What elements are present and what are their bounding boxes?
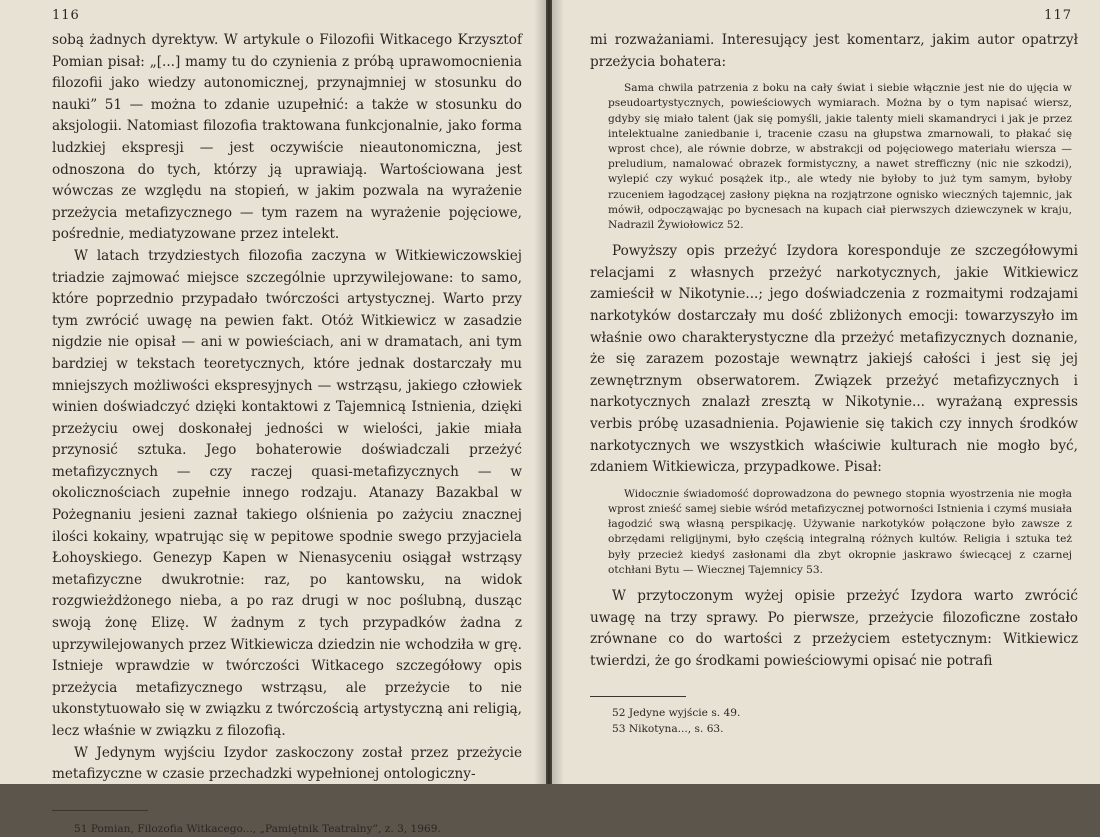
left-page — [0, 0, 546, 835]
footnotes — [590, 705, 1078, 737]
paragraph: mi rozważaniami. Interesujący jest komentarz, jakim autor opatrzył przeżycia bohatera: — [590, 32, 1078, 70]
paragraph: W latach trzydziestych filozofia zaczyna w Witkiewiczowskiej triadzie zajmować miejsce szczególnie uprzywilejowane: to samo, które poprzednio przypadało twórczości artystycznej. Warto przy tym zwrócić uwagę na pewien fakt. Otóż Witkiewicz w zasadzie nigdzie nie opisał — ani w powieściach, ani w dramatach, ani tym bardziej w tekstach teoretycznych, które jednak dostarczały mu mniejszych możliwości ekspresyjnych — wstrząsu, jakiego człowiek winien doświadczyć dzięki kontaktowi z Tajemnicą Istnienia, dzięki przeżyciu owej doskonałej jedności w wielości, jakie miała przynosić sztuka. Jego bohaterowie doświadczali przeżyć metafizycznych — czy raczej quasi-metafizycznych — w okolicznościach zupełnie innego rodzaju. Atanazy Bazakbal w Pożegnaniu jesieni zaznał takiego olśnienia po zażyciu znacznej ilości kokainy, wpatrując się w pepitowe spodnie swego przyjaciela Łohoyskiego. Genezyp Kapen w Nienasyceniu osiągał wstrząsy metafizyczne dwukrotnie: raz, po kantowsku, na widok rozgwieżdżonego nieba, a po raz drugi w noc poślubną, dusząc swoją żonę Elizę. W żadnym z tych przypadków żadna z uprzywilejowanych przez Witkiewicza dziedzin nie wchodziła w grę. Istnieje wprawdzie w twórczości Witkacego szczegółowy opis przeżycia metafizycznego wstrząsu, ale przeżycie to nie ukonstytuowało się w związku z twórczością artystyczną ani religią, lecz właśnie w związku z filozofią. — [52, 247, 522, 739]
block-quote — [608, 81, 1072, 233]
block-quote — [608, 487, 1072, 578]
footnote-52: 52 Jedyne wyjście s. 49. — [612, 707, 741, 720]
footnote-rule — [52, 810, 148, 811]
paragraph: sobą żadnych dyrektyw. W artykule o Filozofii Witkacego Krzysztof Pomian pisał: „[...] mamy tu do czynienia z próbą uprawomocnienia filozofii jako wiedzy autonomicznej, przynajmniej w stosunku do nauki” 51 — można to zdanie uzupełnić: a także w stosunku do aksjologii. Natomiast filozofia traktowana funkcjonalnie, jako forma ludzkiej ekspresji — jest oczywiście nieautonomiczna, jest odnoszona do tych, którzy ją uprawiają. Wartościowana jest wówczas ze względu na stopień, w jakim pozwala na wyrażenie przeżycia metafizycznego — tym razem na wyrażenie pojęciowe, pośrednie, mediatyzowane przez intelekt. — [52, 32, 522, 243]
footnote-51: 51 Pomian, Filozofia Witkacego..., „Pamiętnik Teatralny”, z. 3, 1969. — [74, 822, 441, 835]
right-page — [552, 0, 1100, 784]
quote-text: Widocznie świadomość doprowadzona do pewnego stopnia wyostrzenia nie mogła wprost znieść samej siebie wśród metafizycznej potworności Istnienia i czymś musiała łagodzić swą własną perspikację. Używanie narkotyków połączone było zawsze z obrzędami religijnymi, było częścią integralną różnych kultów. Religia i sztuka też były przecież kiedyś zasłonami dla zbyt okropnie jaskrawo świecącej z czarnej otchłani Bytu — Wiecznej Tajemnicy 53. — [608, 487, 1073, 576]
paragraph: W Jedynym wyjściu Izydor zaskoczony został przez przeżycie metafizyczne w czasie przechadzki wypełnionej ontologiczny- — [52, 744, 522, 783]
page-body — [590, 30, 1078, 672]
paragraph: Powyższy opis przeżyć Izydora koresponduje ze szczegółowymi relacjami z własnych przeżyć narkotycznych, jakie Witkiewicz zamieścił w Nikotynie...; jego doświadczenia z rozmaitymi rodzajami narkotyków dostarczały mu dość zbliżonych emocji: towarzyszyło im właśnie owo charakterystyczne dla przeżyć metafizycznych doznanie, że się zarazem pozostaje wewnątrz jakiejś całości i jest się jej zewnętrznym obserwatorem. Związek przeżyć metafizycznych i narkotycznych znalazł zresztą w Nikotynie... wyrażaną expressis verbis próbę uzasadnienia. Pojawienie się takich czy innych środków narkotycznych we wszystkich właściwie kulturach nie mogło być, zdaniem Witkiewicza, przypadkowe. Pisał: — [590, 243, 1078, 476]
footnote-rule — [590, 696, 686, 697]
footnote — [52, 821, 522, 837]
footnote-53: 53 Nikotyna..., s. 63. — [612, 723, 724, 736]
paragraph: W przytoczonym wyżej opisie przeżyć Izydora warto zwrócić uwagę na trzy sprawy. Po pierwsze, przeżycie filozoficzne zostało zrównane co do wartości z przeżyciem estetycznym: Witkiewicz twierdzi, że go środkami powieściowymi opisać nie potrafi — [590, 587, 1078, 669]
page-body — [52, 30, 522, 786]
quote-text: Sama chwila patrzenia z boku na cały świat i siebie włącznie jest nie do ujęcia w pseudoartystycznych, powieściowych wymiarach. Można by o tym napisać wiersz, gdyby się miało talent (jak się pomyśli, jakie talenty mieli skamandryci i jak je przez intelektualne zaniedbanie i, tracenie czasu na głupstwa zmarnowali, to płakać się wprost chce), ale równie dobrze, w abstrakcji od pojęciowego materiału wiersza — preludium, namalować obrazek formistyczny, a nawet strefficzny (nic nie szkodzi), wylepić czy wykuć posążek itp., ale wtedy nie byłoby to już tym samym, byłoby rzuceniem łagodzącej zasłony piękna na rozjątrzone ognisko wieczných tajemnic, jak mówił, odpocząwając po bycnesach na kupach ciał pierwszych dziewczynek w kraju, Nadrazil Żywiołowicz 52. — [608, 82, 1072, 232]
page-number: 117 — [1044, 8, 1072, 23]
page-number: 116 — [52, 8, 80, 23]
